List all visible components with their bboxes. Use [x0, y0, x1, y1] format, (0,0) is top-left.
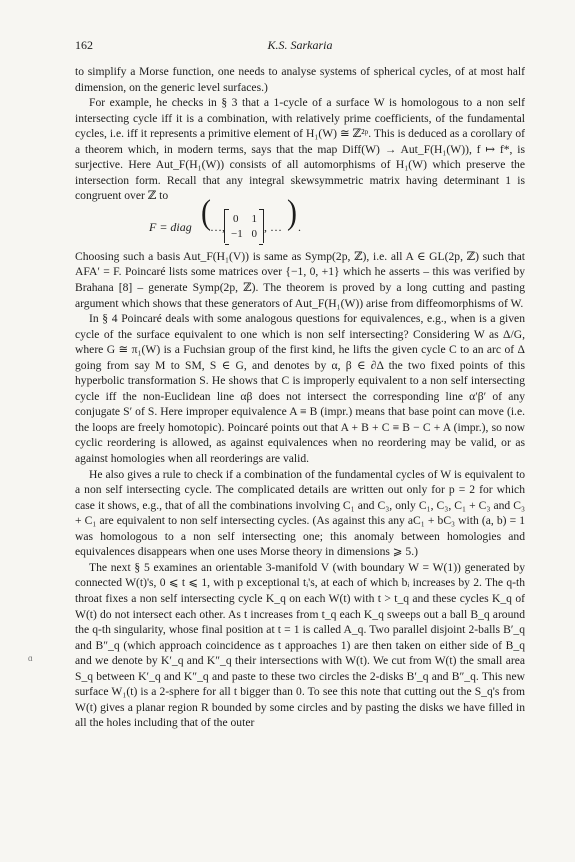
page-number: 162 [75, 38, 93, 52]
page-header [75, 38, 525, 54]
paragraph-1: to simplify a Morse function, one needs to analyse systems of spherical cycles, of at most half dimension, on the generic level surfaces.) [75, 65, 525, 94]
matrix-entry: 0 [251, 227, 257, 240]
display-formula [75, 193, 525, 246]
formula-lhs: F = diag [149, 219, 192, 234]
paragraph-2: For example, he checks in § 3 that a 1-cycle of a surface W is homologous to a non self intersecting cycle iff it is a combination, with relatively prime coefficients, of the fundamental cycles, i.e. iff it represents a primitive element of H₁(W) ≅ ℤ²ᵖ. This is deduced as a corollary of a theorem which, in modern terms, says that the map Diff(W) → Aut_F(H₁(W)), f ↦ f*, is surjective. Here Aut_F(H₁(W)) consists of all automorphisms of H₁(W) which preserve the intersection form. Recall that any integral skewsymmetric matrix having determinant 1 is congruent over ℤ to [75, 96, 525, 203]
paragraph-3: Choosing such a basis Aut_F(H₁(V)) is same as Symp(2p, ℤ), i.e. all A ∈ GL(2p, ℤ) such that AFA′ = F. Poincaré lists some matrices over {−1, 0, +1} which he asserts – this was verified by Brahana [8] – generate Symp(2p, ℤ). The theorem is proved by a long cutting and pasting argument which shows that these generators of Aut_F(H₁(W)) arise from diffeomorphisms of W. [75, 249, 525, 310]
paragraph-4: In § 4 Poincaré deals with some analogous questions for equivalences, e.g., when is a given cycle of the surface equivalent to one which is non self intersecting? Considering W as Δ/G, where G ≅ π₁(W) is a Fuchsian group of the first kind, he lifts the given cycle C to an arc of Δ going from say M to SM, S ∈ G, and denotes by α, β ∈ ∂Δ the two fixed points of this hyperbolic transformation S. He shows that C is improperly equivalent to a non self intersecting cycle iff the non-Euclidean line αβ does not intersect the corresponding line α′β′ of any conjugate S′ of S. Here improper equivalence A ≡ B (impr.) means that base point can move (i.e. the loops are freely homotopic). Poincaré points out that A + B + C ≡ B − C + A (impr.), so now cyclic reordering is allowed, as against equivalences when no reordering may be valid, or as against homologies when all reorderings are valid. [75, 312, 525, 466]
formula-dots-left: …, [210, 219, 225, 234]
formula-period: . [298, 219, 301, 234]
margin-speck: ɑ [28, 653, 33, 663]
matrix-entry: 1 [251, 212, 257, 225]
running-head: K.S. Sarkaria [267, 38, 333, 52]
matrix-entry: 0 [233, 212, 239, 225]
matrix-entry: −1 [231, 227, 243, 240]
paragraph-6: The next § 5 examines an orientable 3-manifold V (with boundary W = W(1)) generated by connected W(t)'s, 0 ⩽ t ⩽ 1, with p exceptional tᵢ's, at each of which bᵢ increases by 2. The q-th throat fixes a non self intersecting cycle K_q on each W(t) with t > t_q and these cycles K_q of W(t) do not intersect each other. As t increases from t_q each K_q sweeps out a ball B_q around the q-th singularity, whose final position at t = 1 is called A_q. Two parallel disjoint 2-balls B′_q and B″_q (which approach coincidence as t approaches 1) are then taken on either side of B_q and we denote by K′_q and K″_q their intersections with W(t). We cut from W(t) the small area S_q between K′_q and K″_q and paste to these two circles the 2-disks B′_q and B″_q. This new surface W₁(t) is a 2-sphere for all t bigger than 0. To see this note that cutting out the S_q's from W(t) gives a planar region R bounded by some circles and by pasting the disks we have filled in all the holes including that of the outer [75, 560, 525, 730]
body-text [75, 64, 525, 731]
paragraph-5: He also gives a rule to check if a combination of the fundamental cycles of W is equivalent to a non self intersecting cycle. The complicated details are written out only for p = 2 for which case it shows, e.g., that of all the combinations involving C₁ and C₃, only C₁, C₃, C₁ + C₃ and C₃ + C₁ are equivalent to non self intersecting cycles. (As against this any aC₁ + bC₃ with (a, b) = 1 was homologous to a non self intersecting one; this anomaly between homologies and equivalences disappears when one uses Morse theory in dimensions ⩾ 5.) [75, 467, 525, 559]
formula-dots-right: , … [264, 219, 282, 234]
formula-matrix [224, 209, 264, 243]
formula-left-paren: ( [201, 193, 211, 232]
formula-right-paren: ) [287, 193, 297, 232]
